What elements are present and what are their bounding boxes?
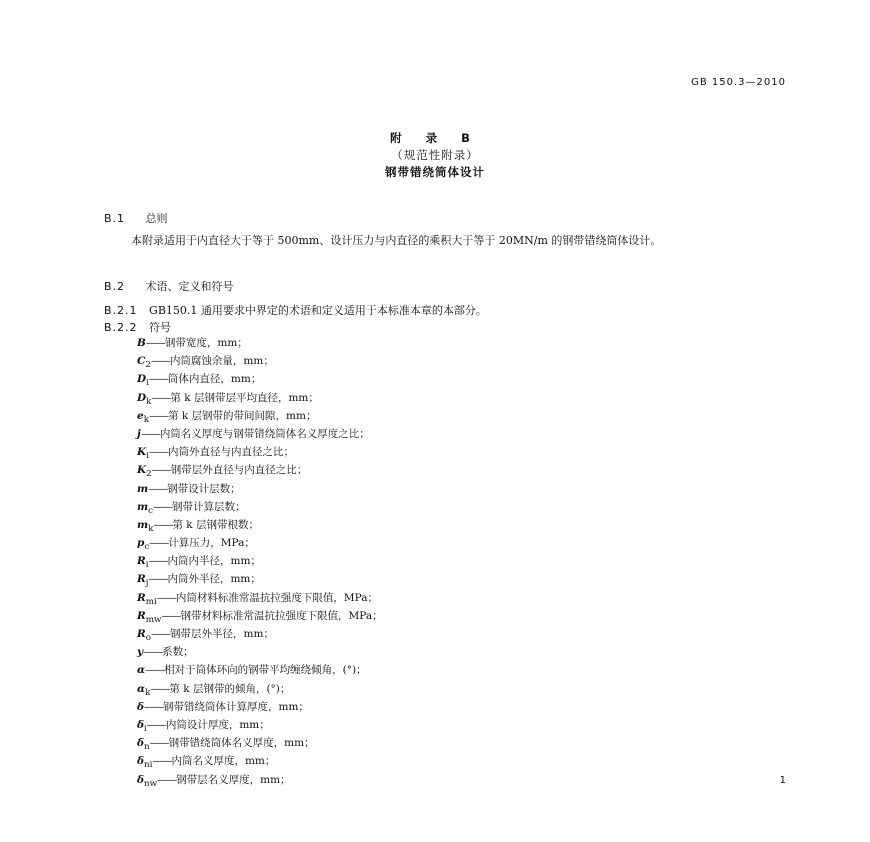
symbol-subscript: 2 [145,360,151,371]
symbol: R [137,609,146,622]
symbol-row [137,589,383,607]
symbol-row [137,698,383,716]
symbol-dash: —— [143,646,163,659]
symbol-dash: —— [153,500,173,513]
symbol-dash: —— [149,537,169,550]
symbol: δ [137,755,145,768]
symbol-subscript: i [146,378,149,389]
symbol-dash: —— [146,718,166,731]
symbol-subscript: i [145,560,149,571]
section-number: B.2 [104,280,126,293]
symbol-dash: —— [149,737,169,750]
symbol: K [137,464,147,477]
symbol-description: 钢带错绕筒体名义厚度，mm； [168,737,315,750]
symbol-row [137,607,383,625]
symbol-description: 钢带层名义厚度，mm； [176,773,291,786]
symbol: α [137,682,146,695]
symbol-description: 相对于筒体环向的钢带平均缠绕倾角，(°)； [164,664,367,677]
symbol-description: 钢带错绕筒体计算厚度，mm； [163,700,309,713]
symbol: B [137,337,146,349]
symbol-dash: —— [148,555,168,568]
symbol-row [137,516,383,534]
symbol: K [137,446,147,459]
symbol-description: 内筒名义厚度与钢带错绕筒体名义厚度之比； [159,427,370,440]
symbol-subscript: i [144,724,147,735]
section-b1-text: 本附录适用于内直径大于等于 500mm、设计压力与内直径的乘积大于等于 20MN/m 的钢带错绕筒体设计。 [131,234,662,247]
symbol: R [137,573,146,586]
symbol-row [137,407,383,425]
symbol-description: 内筒材料标准常温抗拉强度下限值，MPa； [175,591,378,604]
symbol-description: 筒体内直径，mm； [167,373,262,386]
symbol-subscript: c [144,542,150,553]
symbol-description: 钢带层外直径与内直径之比； [170,464,308,477]
symbol-dash: —— [151,628,171,640]
symbol-description: 第 k 层钢带根数； [172,518,259,531]
section-number: B.1 [104,212,126,225]
symbol-description: 第 k 层钢带层平均直径，mm； [170,391,319,404]
section-number: B.2.2 [104,321,138,334]
section-b22 [104,319,171,335]
symbol-description: 第 k 层钢带的带间间隙，mm； [168,409,317,422]
section-b21 [104,302,487,318]
symbol-description: 内筒名义厚度，mm； [171,755,276,768]
symbol-dash: —— [148,573,168,586]
symbol-dash: —— [157,773,177,786]
symbol-description: 内筒外直径与内直径之比； [167,446,294,459]
section-heading: 术语、定义和符号 [145,280,234,293]
symbol-subscript: mw [145,614,162,625]
symbol-subscript: nw [144,778,158,789]
symbol: α [137,664,146,677]
symbol-subscript: ni [144,760,153,771]
symbol-dash: —— [148,482,168,495]
symbol-subscript: k [148,523,154,534]
symbol-row [137,425,383,443]
symbol-description: 计算压力，MPa； [168,537,255,550]
symbol-list [137,334,383,789]
section-heading: 总则 [145,212,168,225]
symbol-row [137,443,383,461]
symbol: p [137,537,145,550]
symbol-description: 钢带计算层数； [172,500,246,513]
symbol: m [137,482,149,495]
annex-label: 附 录 B [390,131,480,145]
symbol-dash: —— [140,427,160,440]
symbol: C [137,355,146,368]
symbol-description: 内筒内半径，mm； [167,555,261,568]
symbol: δ [137,773,145,786]
symbol: δ [137,737,145,750]
symbol-row [137,734,383,752]
symbol: j [137,427,141,440]
symbol: m [137,518,149,531]
symbol-description: 钢带层外半径，mm； [170,628,274,640]
symbol-subscript: o [145,633,152,644]
symbol: y [137,646,144,659]
symbol-subscript: n [144,742,150,753]
symbol-dash: —— [153,518,173,531]
symbol-description: 系数； [162,646,194,659]
standard-code: GB 150.3—2010 [691,77,786,88]
symbol-description: 钢带材料标准常温抗拉强度下限值，MPa； [180,609,383,622]
symbol-description: 第 k 层钢带的倾角，(°)； [169,682,291,695]
symbol-subscript: 2 [146,469,152,480]
symbol-row [137,752,383,770]
symbol-row [137,334,383,352]
symbol-dash: —— [151,391,171,404]
symbol: R [137,591,146,604]
symbol-subscript: i [146,451,149,462]
symbol-subscript: k [146,396,152,407]
section-heading: 符号 [149,321,172,334]
symbol-dash: —— [144,700,164,713]
symbol-row [137,552,383,570]
symbol-dash: —— [151,464,171,477]
symbol-row [137,680,383,698]
symbol-subscript: mi [145,596,157,607]
symbol-description: 钢带宽度，mm； [164,337,248,349]
symbol: e [137,409,144,422]
symbol-row [137,771,383,789]
symbol: D [137,373,147,386]
symbol-dash: —— [149,409,168,422]
symbol-subscript: k [145,687,151,698]
symbol: D [137,391,147,404]
symbol-dash: —— [148,446,168,459]
symbol-row [137,716,383,734]
symbol-row [137,352,383,370]
symbol-description: 内筒腐蚀余量，mm； [169,355,274,368]
section-b2-heading [104,278,234,294]
symbol: m [137,500,149,513]
symbol-dash: —— [152,755,172,768]
symbol-description: 内筒设计厚度，mm； [165,718,270,731]
symbol-dash: —— [156,591,176,604]
symbol: δ [137,718,145,731]
symbol-dash: —— [150,682,170,695]
symbol-row [137,534,383,552]
section-number: B.2.1 [104,304,138,317]
symbol-row [137,643,383,661]
symbol-row [137,625,383,643]
annex-name: 钢带错绕筒体设计 [385,165,485,179]
annex-title-block [0,130,870,181]
symbol-row [137,480,383,498]
symbol-row [137,461,383,479]
page-number: 1 [779,775,786,786]
annex-nature: （规范性附录） [391,148,479,162]
symbol-dash: —— [150,355,170,368]
symbol-row [137,498,383,516]
symbol-row [137,370,383,388]
symbol-description: 内筒外半径，mm； [167,573,261,586]
symbol: R [137,628,146,640]
section-text: GB150.1 通用要求中界定的术语和定义适用于本标准本章的本部分。 [149,304,487,317]
section-b1-heading [104,210,168,226]
symbol: R [137,555,146,568]
symbol-subscript: k [143,414,149,425]
symbol-dash: —— [145,664,165,677]
symbol-dash: —— [145,337,165,349]
symbol-row [137,389,383,407]
symbol-dash: —— [161,609,181,622]
symbol-row [137,570,383,588]
symbol-row [137,661,383,679]
symbol-subscript: j [145,578,149,589]
symbol: δ [137,700,145,713]
symbol-subscript: c [148,505,154,516]
symbol-description: 钢带设计层数； [167,482,241,495]
symbol-dash: —— [148,373,168,386]
